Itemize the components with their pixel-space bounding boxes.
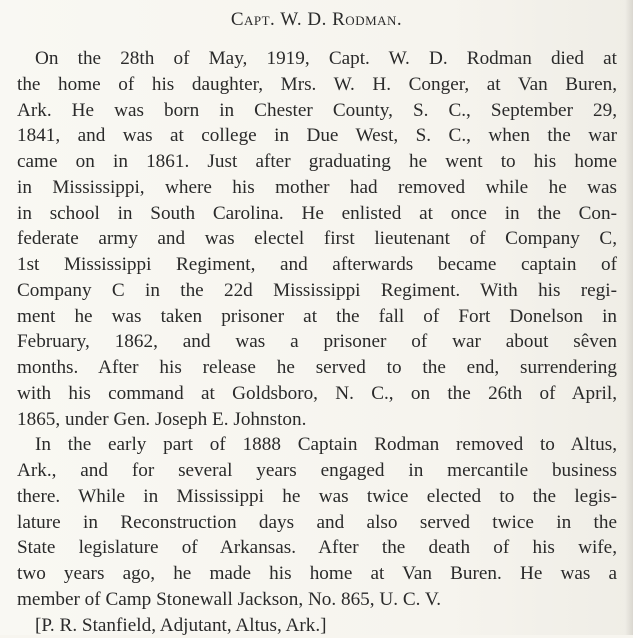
paragraph-1-line: On the 28th of May, 1919, Capt. W. D. Rodman died at (17, 46, 617, 72)
paragraph-1-line: with his command at Goldsboro, N. C., on the 26th of April, (17, 381, 617, 407)
paragraph-1-line: came on in 1861. Just after graduating he went to his home (17, 149, 617, 175)
paragraph-1-line: 1st Mississippi Regiment, and afterwards became captain of (17, 252, 617, 278)
paragraph-2-line: lature in Reconstruction days and also served twice in the (17, 510, 617, 536)
paragraph-1-line: in Mississippi, where his mother had removed while he was (17, 175, 617, 201)
paragraph-2-line: there. While in Mississippi he was twice elected to the legis- (17, 484, 617, 510)
paragraph-2-line: member of Camp Stonewall Jackson, No. 865, U. C. V. (17, 587, 617, 613)
article-body (17, 46, 617, 638)
paragraph-1-line: the home of his daughter, Mrs. W. H. Conger, at Van Buren, (17, 72, 617, 98)
page-edge-shadow (625, 0, 633, 635)
paragraph-1-line: Ark. He was born in Chester County, S. C., September 29, (17, 98, 617, 124)
paragraph-1-line: in school in South Carolina. He enlisted at once in the Con- (17, 201, 617, 227)
paragraph-2-line: Ark., and for several years engaged in mercantile business (17, 458, 617, 484)
paragraph-1-line: federate army and was electel first lieutenant of Company C, (17, 226, 617, 252)
paragraph-2-line: two years ago, he made his home at Van Buren. He was a (17, 561, 617, 587)
paragraph-1-line: Company C in the 22d Mississippi Regiment. With his regi- (17, 278, 617, 304)
paragraph-2-line: In the early part of 1888 Captain Rodman removed to Altus, (17, 432, 617, 458)
paragraph-1-line: 1841, and was at college in Due West, S. C., when the war (17, 123, 617, 149)
article-title: Capt. W. D. Rodman. (0, 8, 633, 32)
paragraph-1-line: ment he was taken prisoner at the fall of Fort Donelson in (17, 304, 617, 330)
paragraph-1-line: February, 1862, and was a prisoner of war about sêven (17, 329, 617, 355)
paragraph-1-line: months. After his release he served to the end, surrendering (17, 355, 617, 381)
paragraph-1-line: 1865, under Gen. Joseph E. Johnston. (17, 407, 617, 433)
signature-line: [P. R. Stanfield, Adjutant, Altus, Ark.] (17, 613, 617, 638)
paragraph-2-line: State legislature of Arkansas. After the death of his wife, (17, 535, 617, 561)
